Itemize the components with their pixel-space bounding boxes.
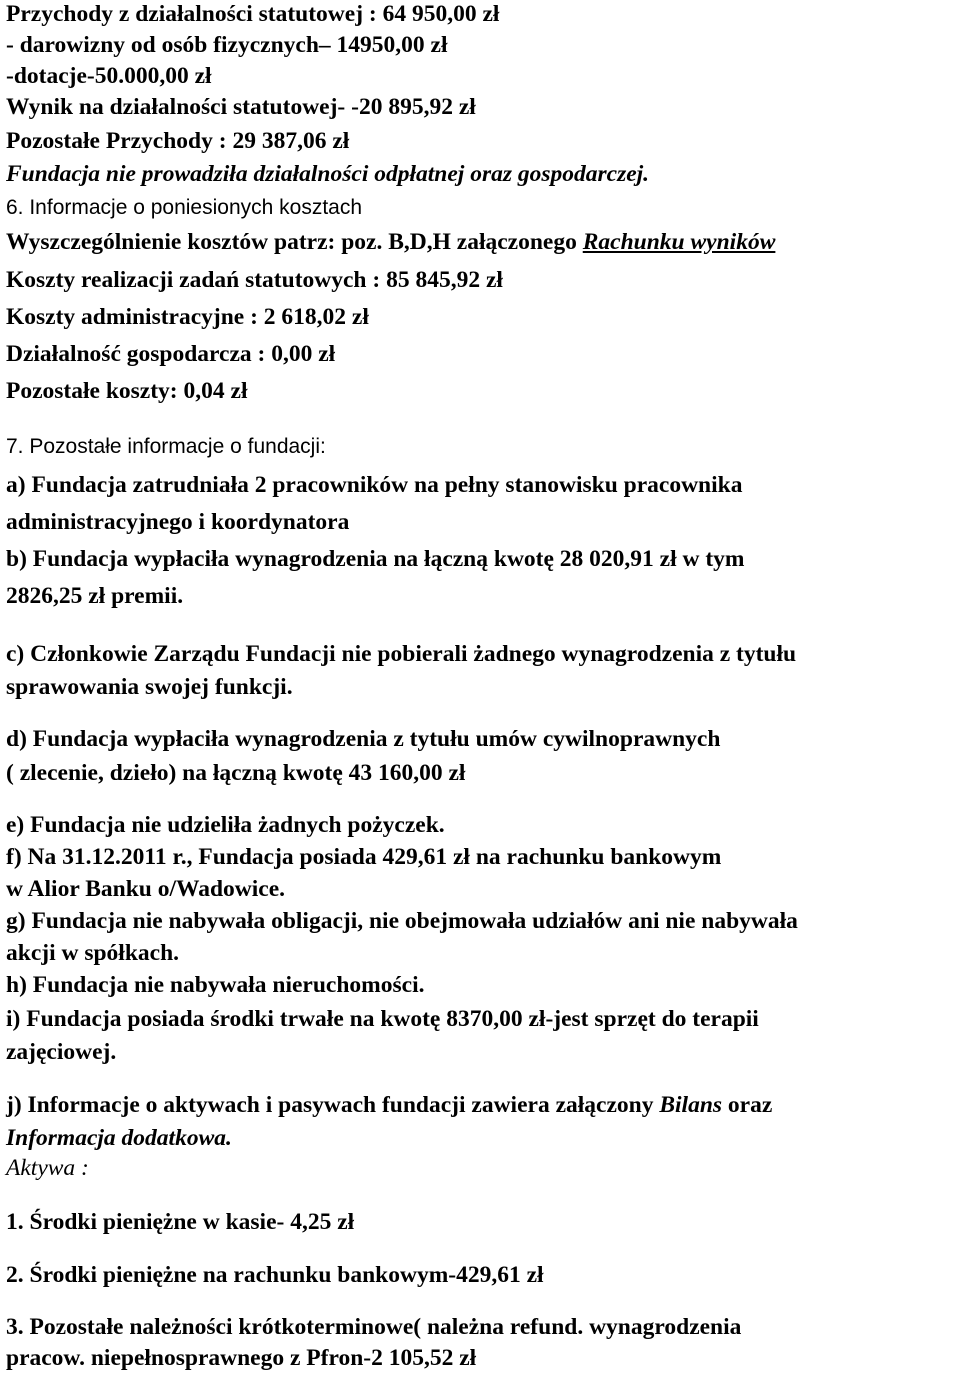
item-g-line1: g) Fundacja nie nabywała obligacji, nie obejmowała udziałów ani nie nabywała (6, 908, 798, 934)
assets-heading: Aktywa : (6, 1155, 89, 1181)
item-e: e) Fundacja nie udzieliła żadnych pożyczek. (6, 812, 445, 838)
additional-info-ref: Informacja dodatkowa. (6, 1125, 232, 1151)
asset-receivables-line1: 3. Pozostałe należności krótkoterminowe( należna refund. wynagrodzenia (6, 1314, 742, 1340)
item-b-line1: b) Fundacja wypłaciła wynagrodzenia na łączną kwotę 28 020,91 zł w tym (6, 546, 745, 572)
statutory-result: Wynik na działalności statutowej- -20 895,92 zł (6, 94, 476, 120)
item-c-line1: c) Członkowie Zarządu Fundacji nie pobierali żadnego wynagrodzenia z tytułu (6, 641, 797, 667)
item-g-line2: akcji w spółkach. (6, 940, 180, 966)
revenue-statutory: Przychody z działalności statutowej : 64 950,00 zł (6, 1, 500, 27)
revenue-grants: -dotacje-50.000,00 zł (6, 63, 212, 89)
section-6-heading: 6. Informacje o poniesionych kosztach (6, 196, 363, 219)
cost-other: Pozostałe koszty: 0,04 zł (6, 378, 248, 404)
item-f-line1: f) Na 31.12.2011 r., Fundacja posiada 429,61 zł na rachunku bankowym (6, 844, 722, 870)
item-j-tail: oraz (722, 1092, 773, 1118)
item-b-line2: 2826,25 zł premii. (6, 583, 184, 609)
item-d-line2: ( zlecenie, dzieło) na łączną kwotę 43 160,00 zł (6, 760, 466, 786)
item-i-line2: zajęciowej. (6, 1039, 117, 1065)
asset-cash: 1. Środki pieniężne w kasie- 4,25 zł (6, 1209, 355, 1235)
income-statement-link: Rachunku wyników (582, 229, 776, 255)
asset-receivables-line2: pracow. niepełnosprawnego z Pfron-2 105,52 zł (6, 1345, 477, 1371)
cost-business: Działalność gospodarcza : 0,00 zł (6, 341, 336, 367)
item-j-text: j) Informacje o aktywach i pasywach fundacji zawiera załączony (6, 1092, 660, 1118)
item-j-line1 (6, 1091, 772, 1119)
cost-administrative: Koszty administracyjne : 2 618,02 zł (6, 304, 369, 330)
section-7-heading: 7. Pozostałe informacje o fundacji: (6, 435, 326, 458)
item-a-line1: a) Fundacja zatrudniała 2 pracowników na pełny stanowisku pracownika (6, 472, 743, 498)
item-a-line2: administracyjnego i koordynatora (6, 509, 350, 535)
balance-sheet-ref: Bilans (659, 1092, 723, 1118)
cost-detail-line (6, 228, 775, 256)
revenue-donations: - darowizny od osób fizycznych– 14950,00 zł (6, 32, 448, 58)
cost-detail-text: Wyszczególnienie kosztów patrz: poz. B,D,H załączonego (6, 229, 583, 255)
item-h: h) Fundacja nie nabywała nieruchomości. (6, 972, 425, 998)
item-c-line2: sprawowania swojej funkcji. (6, 674, 293, 700)
item-d-line1: d) Fundacja wypłaciła wynagrodzenia z tytułu umów cywilnoprawnych (6, 726, 721, 752)
no-paid-activity-note: Fundacja nie prowadziła działalności odpłatnej oraz gospodarczej. (6, 161, 650, 187)
asset-bank: 2. Środki pieniężne na rachunku bankowym-429,61 zł (6, 1262, 544, 1288)
item-i-line1: i) Fundacja posiada środki trwałe na kwotę 8370,00 zł-jest sprzęt do terapii (6, 1006, 759, 1032)
cost-statutory: Koszty realizacji zadań statutowych : 85 845,92 zł (6, 267, 503, 293)
other-revenue: Pozostałe Przychody : 29 387,06 zł (6, 128, 350, 154)
item-f-line2: w Alior Banku o/Wadowice. (6, 876, 286, 902)
